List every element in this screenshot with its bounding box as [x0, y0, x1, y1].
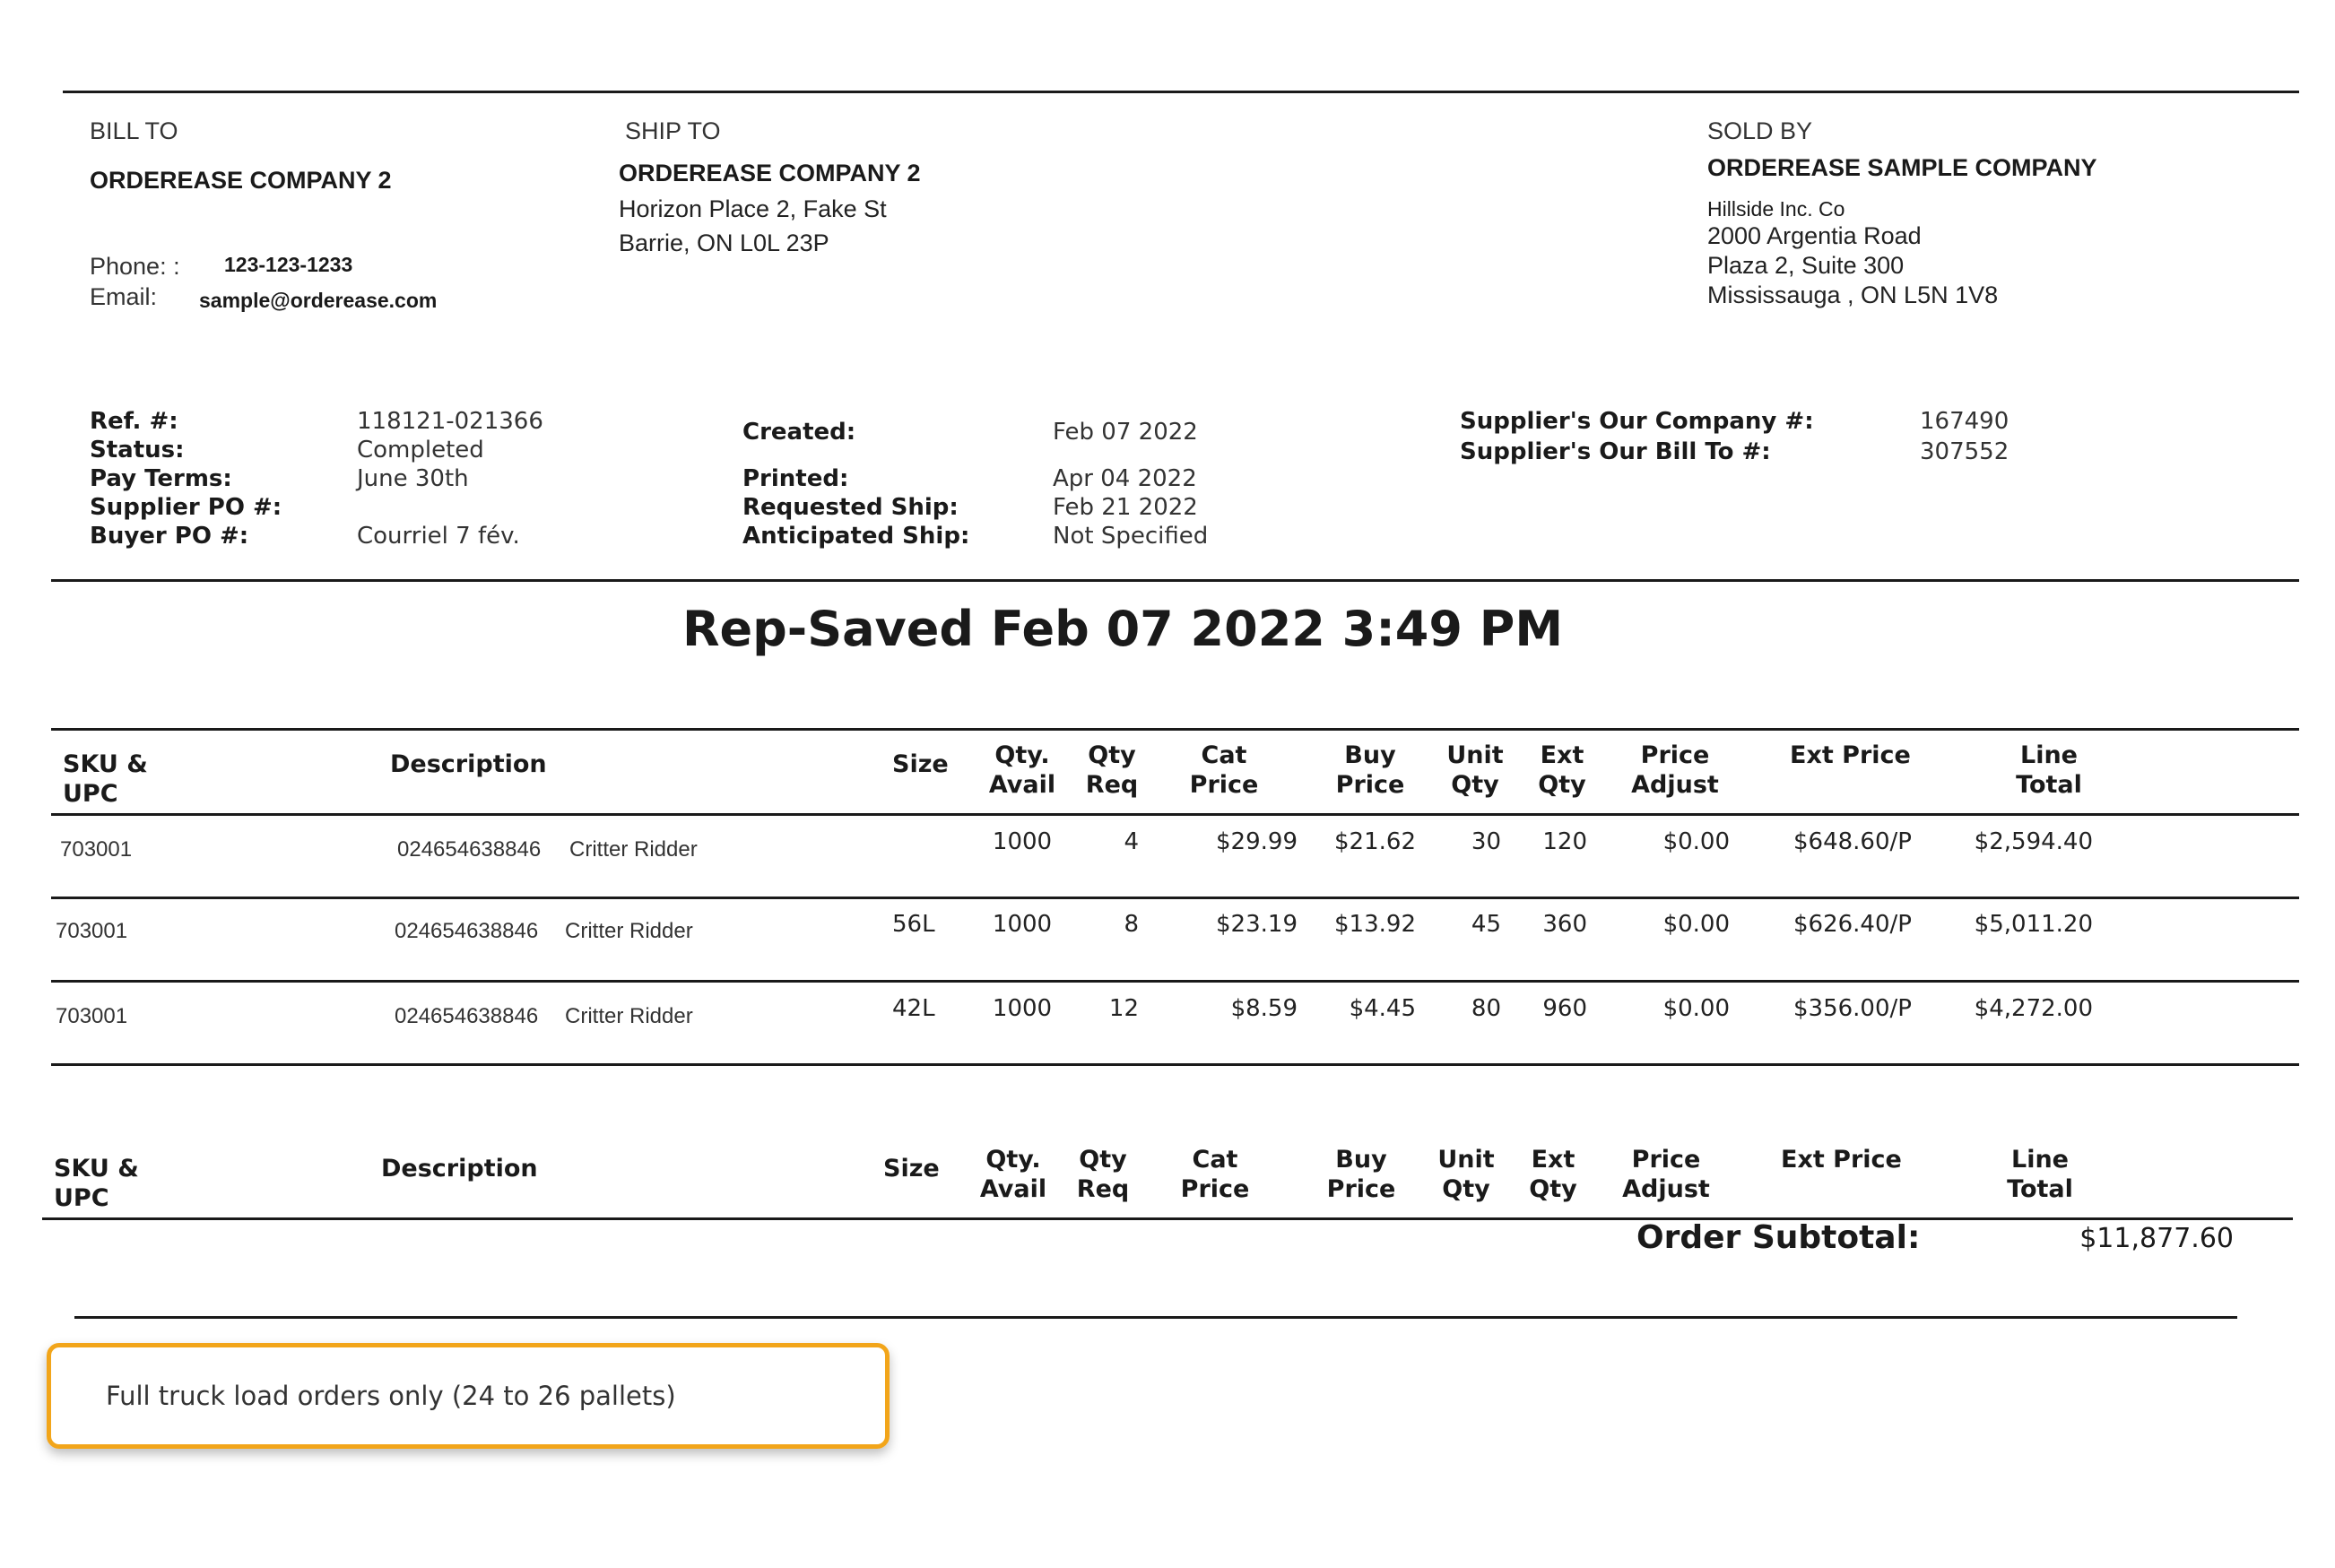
- col-description: Description: [390, 750, 547, 778]
- col-qty-avail-line2: Avail: [988, 771, 1056, 799]
- row-price-adjust: $0.00: [1662, 911, 1730, 938]
- printed-value: Apr 04 2022: [1053, 465, 1197, 492]
- row-upc: 024654638846: [395, 919, 539, 943]
- col2-ext-qty-line1: Ext: [1531, 1146, 1575, 1174]
- row-price-adjust: $0.00: [1662, 995, 1730, 1022]
- row-sku: 703001: [56, 1004, 128, 1028]
- bill-to-email: sample@orderease.com: [199, 289, 438, 312]
- buyer-po-label: Buyer PO #:: [90, 523, 249, 550]
- table-top-rule: [51, 728, 2299, 731]
- col2-qty-req-line1: Qty: [1079, 1146, 1127, 1174]
- col2-price-adjust-line2: Adjust: [1622, 1175, 1710, 1203]
- sold-by-company: ORDEREASE SAMPLE COMPANY: [1707, 154, 2097, 181]
- row-qty-avail: 1000: [992, 911, 1053, 938]
- row-cat-price: $29.99: [1216, 828, 1298, 855]
- col2-qty-avail: [968, 1145, 1058, 1204]
- ship-to-company: ORDEREASE COMPANY 2: [619, 160, 921, 186]
- bill-to-heading: BILL TO: [90, 117, 178, 144]
- anticipated-ship-value: Not Specified: [1053, 523, 1209, 550]
- row-price-adjust: $0.00: [1662, 828, 1730, 855]
- col2-price-adjust: [1612, 1145, 1720, 1204]
- row-rule: [51, 980, 2299, 983]
- top-rule: [63, 91, 2299, 93]
- requested-ship-label: Requested Ship:: [742, 494, 959, 521]
- col2-ext-price: Ext Price: [1781, 1146, 1902, 1174]
- col2-sku-line2: UPC: [54, 1184, 109, 1212]
- status-label: Status:: [90, 437, 185, 463]
- row-ext-price: $356.00/P: [1793, 995, 1912, 1022]
- sold-by-line4: Mississauga , ON L5N 1V8: [1707, 282, 1999, 308]
- bill-to-company: ORDEREASE COMPANY 2: [90, 167, 392, 194]
- bill-to-email-label: Email:: [90, 283, 158, 310]
- ship-to-address-line1: Horizon Place 2, Fake St: [619, 195, 887, 222]
- col-price-adjust-line2: Adjust: [1631, 771, 1719, 799]
- col-qty-avail: [977, 741, 1067, 800]
- col-buy-price: [1325, 741, 1415, 800]
- row-description: Critter Ridder: [569, 837, 698, 862]
- col-cat-price-line2: Price: [1189, 771, 1259, 799]
- col-unit-qty: [1435, 741, 1515, 800]
- col-line-total: [2000, 741, 2098, 800]
- pay-terms-value: June 30th: [357, 465, 469, 492]
- table-bottom-rule: [51, 1063, 2299, 1066]
- row-size: 42L: [892, 995, 935, 1022]
- row-qty-req: 8: [1124, 911, 1139, 938]
- row-qty-avail: 1000: [992, 828, 1053, 855]
- col-cat-price: [1179, 741, 1269, 800]
- col2-buy-price-line1: Buy: [1335, 1146, 1387, 1174]
- col2-cat-price-line2: Price: [1180, 1175, 1250, 1203]
- row-ext-qty: 960: [1542, 995, 1587, 1022]
- row-ext-price: $648.60/P: [1793, 828, 1912, 855]
- col2-unit-qty-line1: Unit: [1437, 1146, 1495, 1174]
- row-unit-qty: 45: [1471, 911, 1501, 938]
- row-cat-price: $23.19: [1216, 911, 1298, 938]
- supplier-billto-value: 307552: [1920, 438, 2009, 465]
- col2-description: Description: [381, 1155, 538, 1182]
- meta-rule: [51, 579, 2299, 582]
- row-buy-price: $4.45: [1349, 995, 1416, 1022]
- col2-price-adjust-line1: Price: [1631, 1146, 1701, 1174]
- ship-to-address-line2: Barrie, ON L0L 23P: [619, 230, 829, 256]
- col-buy-price-line1: Buy: [1344, 741, 1396, 769]
- row-upc: 024654638846: [395, 1004, 539, 1028]
- table2-header-rule: [42, 1217, 2293, 1220]
- col2-line-total: [1991, 1145, 2089, 1204]
- footer-rule: [74, 1316, 2237, 1319]
- row-line-total: $5,011.20: [1974, 911, 2093, 938]
- row-buy-price: $13.92: [1334, 911, 1416, 938]
- supplier-company-label: Supplier's Our Company #:: [1460, 408, 1814, 435]
- row-description: Critter Ridder: [565, 919, 693, 943]
- ref-value: 118121-021366: [357, 408, 543, 435]
- col-ext-qty: [1526, 741, 1598, 800]
- col2-buy-price: [1316, 1145, 1406, 1204]
- col-qty-avail-line1: Qty.: [994, 741, 1050, 769]
- col-unit-qty-line1: Unit: [1446, 741, 1504, 769]
- col2-qty-req: [1067, 1145, 1139, 1204]
- created-value: Feb 07 2022: [1053, 419, 1198, 446]
- buyer-po-value: Courriel 7 fév.: [357, 523, 520, 550]
- col2-line-total-line1: Line: [2011, 1146, 2069, 1174]
- bill-to-phone-label: Phone: :: [90, 253, 180, 280]
- meta-left-labels: [90, 407, 282, 550]
- row-line-total: $2,594.40: [1974, 828, 2093, 855]
- col-sku-line1: SKU &: [63, 750, 148, 778]
- ship-to-heading: SHIP TO: [625, 117, 721, 144]
- ref-label: Ref. #:: [90, 408, 178, 435]
- col2-qty-avail-line2: Avail: [979, 1175, 1047, 1203]
- order-subtotal-label: Order Subtotal:: [1636, 1219, 1921, 1256]
- col-cat-price-line1: Cat: [1201, 741, 1247, 769]
- col2-qty-req-line2: Req: [1076, 1175, 1130, 1203]
- col2-qty-avail-line1: Qty.: [985, 1146, 1041, 1174]
- col-qty-req: [1076, 741, 1148, 800]
- col-line-total-line1: Line: [2020, 741, 2078, 769]
- col-sku-line2: UPC: [63, 780, 118, 808]
- row-unit-qty: 30: [1471, 828, 1501, 855]
- col-buy-price-line2: Price: [1335, 771, 1405, 799]
- order-note: Full truck load orders only (24 to 26 pallets): [106, 1381, 676, 1411]
- sold-by-heading: SOLD BY: [1707, 117, 1813, 144]
- col2-buy-price-line2: Price: [1326, 1175, 1396, 1203]
- col2-ext-qty-line2: Qty: [1529, 1175, 1577, 1203]
- row-description: Critter Ridder: [565, 1004, 693, 1028]
- col-sku: [63, 749, 148, 809]
- col2-ext-qty: [1517, 1145, 1589, 1204]
- row-sku: 703001: [56, 919, 128, 943]
- col-price-adjust-line1: Price: [1640, 741, 1710, 769]
- col2-cat-price: [1170, 1145, 1260, 1204]
- col-line-total-line2: Total: [2016, 771, 2082, 799]
- row-ext-qty: 360: [1542, 911, 1587, 938]
- col-size: Size: [892, 750, 949, 778]
- bill-to-phone: 123-123-1233: [224, 253, 353, 276]
- row-qty-req: 12: [1108, 995, 1139, 1022]
- row-rule: [51, 897, 2299, 899]
- col-qty-req-line2: Req: [1085, 771, 1139, 799]
- col2-unit-qty-line2: Qty: [1442, 1175, 1490, 1203]
- row-unit-qty: 80: [1471, 995, 1501, 1022]
- col2-sku: [54, 1154, 139, 1213]
- supplier-company-value: 167490: [1920, 408, 2009, 435]
- col-ext-qty-line2: Qty: [1538, 771, 1586, 799]
- anticipated-ship-label: Anticipated Ship:: [742, 523, 970, 550]
- table-header-rule: [51, 813, 2299, 816]
- row-buy-price: $21.62: [1334, 828, 1416, 855]
- created-label: Created:: [742, 419, 856, 446]
- col2-cat-price-line1: Cat: [1192, 1146, 1238, 1174]
- row-upc: 024654638846: [397, 837, 542, 862]
- col2-unit-qty: [1426, 1145, 1506, 1204]
- row-ext-price: $626.40/P: [1793, 911, 1912, 938]
- supplier-po-label: Supplier PO #:: [90, 494, 282, 521]
- col2-line-total-line2: Total: [2007, 1175, 2073, 1203]
- requested-ship-value: Feb 21 2022: [1053, 494, 1198, 521]
- pay-terms-label: Pay Terms:: [90, 465, 232, 492]
- page-title: Rep-Saved Feb 07 2022 3:49 PM: [681, 601, 1564, 657]
- col-ext-qty-line1: Ext: [1540, 741, 1584, 769]
- col2-sku-line1: SKU &: [54, 1155, 139, 1182]
- supplier-po-value: [357, 493, 543, 522]
- row-sku: 703001: [60, 837, 133, 862]
- col-unit-qty-line2: Qty: [1451, 771, 1499, 799]
- order-subtotal-value: $11,877.60: [2079, 1223, 2234, 1254]
- meta-left-values: [357, 407, 543, 550]
- status-value: Completed: [357, 437, 484, 463]
- printed-label: Printed:: [742, 465, 849, 492]
- col-price-adjust: [1621, 741, 1729, 800]
- row-size: 56L: [892, 911, 935, 938]
- sold-by-line1: Hillside Inc. Co: [1707, 197, 1845, 221]
- supplier-billto-label: Supplier's Our Bill To #:: [1460, 438, 1771, 465]
- row-line-total: $4,272.00: [1974, 995, 2093, 1022]
- sold-by-line2: 2000 Argentia Road: [1707, 222, 1922, 249]
- row-ext-qty: 120: [1542, 828, 1587, 855]
- col-ext-price: Ext Price: [1790, 741, 1911, 769]
- row-qty-avail: 1000: [992, 995, 1053, 1022]
- sold-by-line3: Plaza 2, Suite 300: [1707, 252, 1905, 279]
- col-qty-req-line1: Qty: [1088, 741, 1136, 769]
- row-qty-req: 4: [1124, 828, 1139, 855]
- col2-size: Size: [883, 1155, 940, 1182]
- row-cat-price: $8.59: [1230, 995, 1298, 1022]
